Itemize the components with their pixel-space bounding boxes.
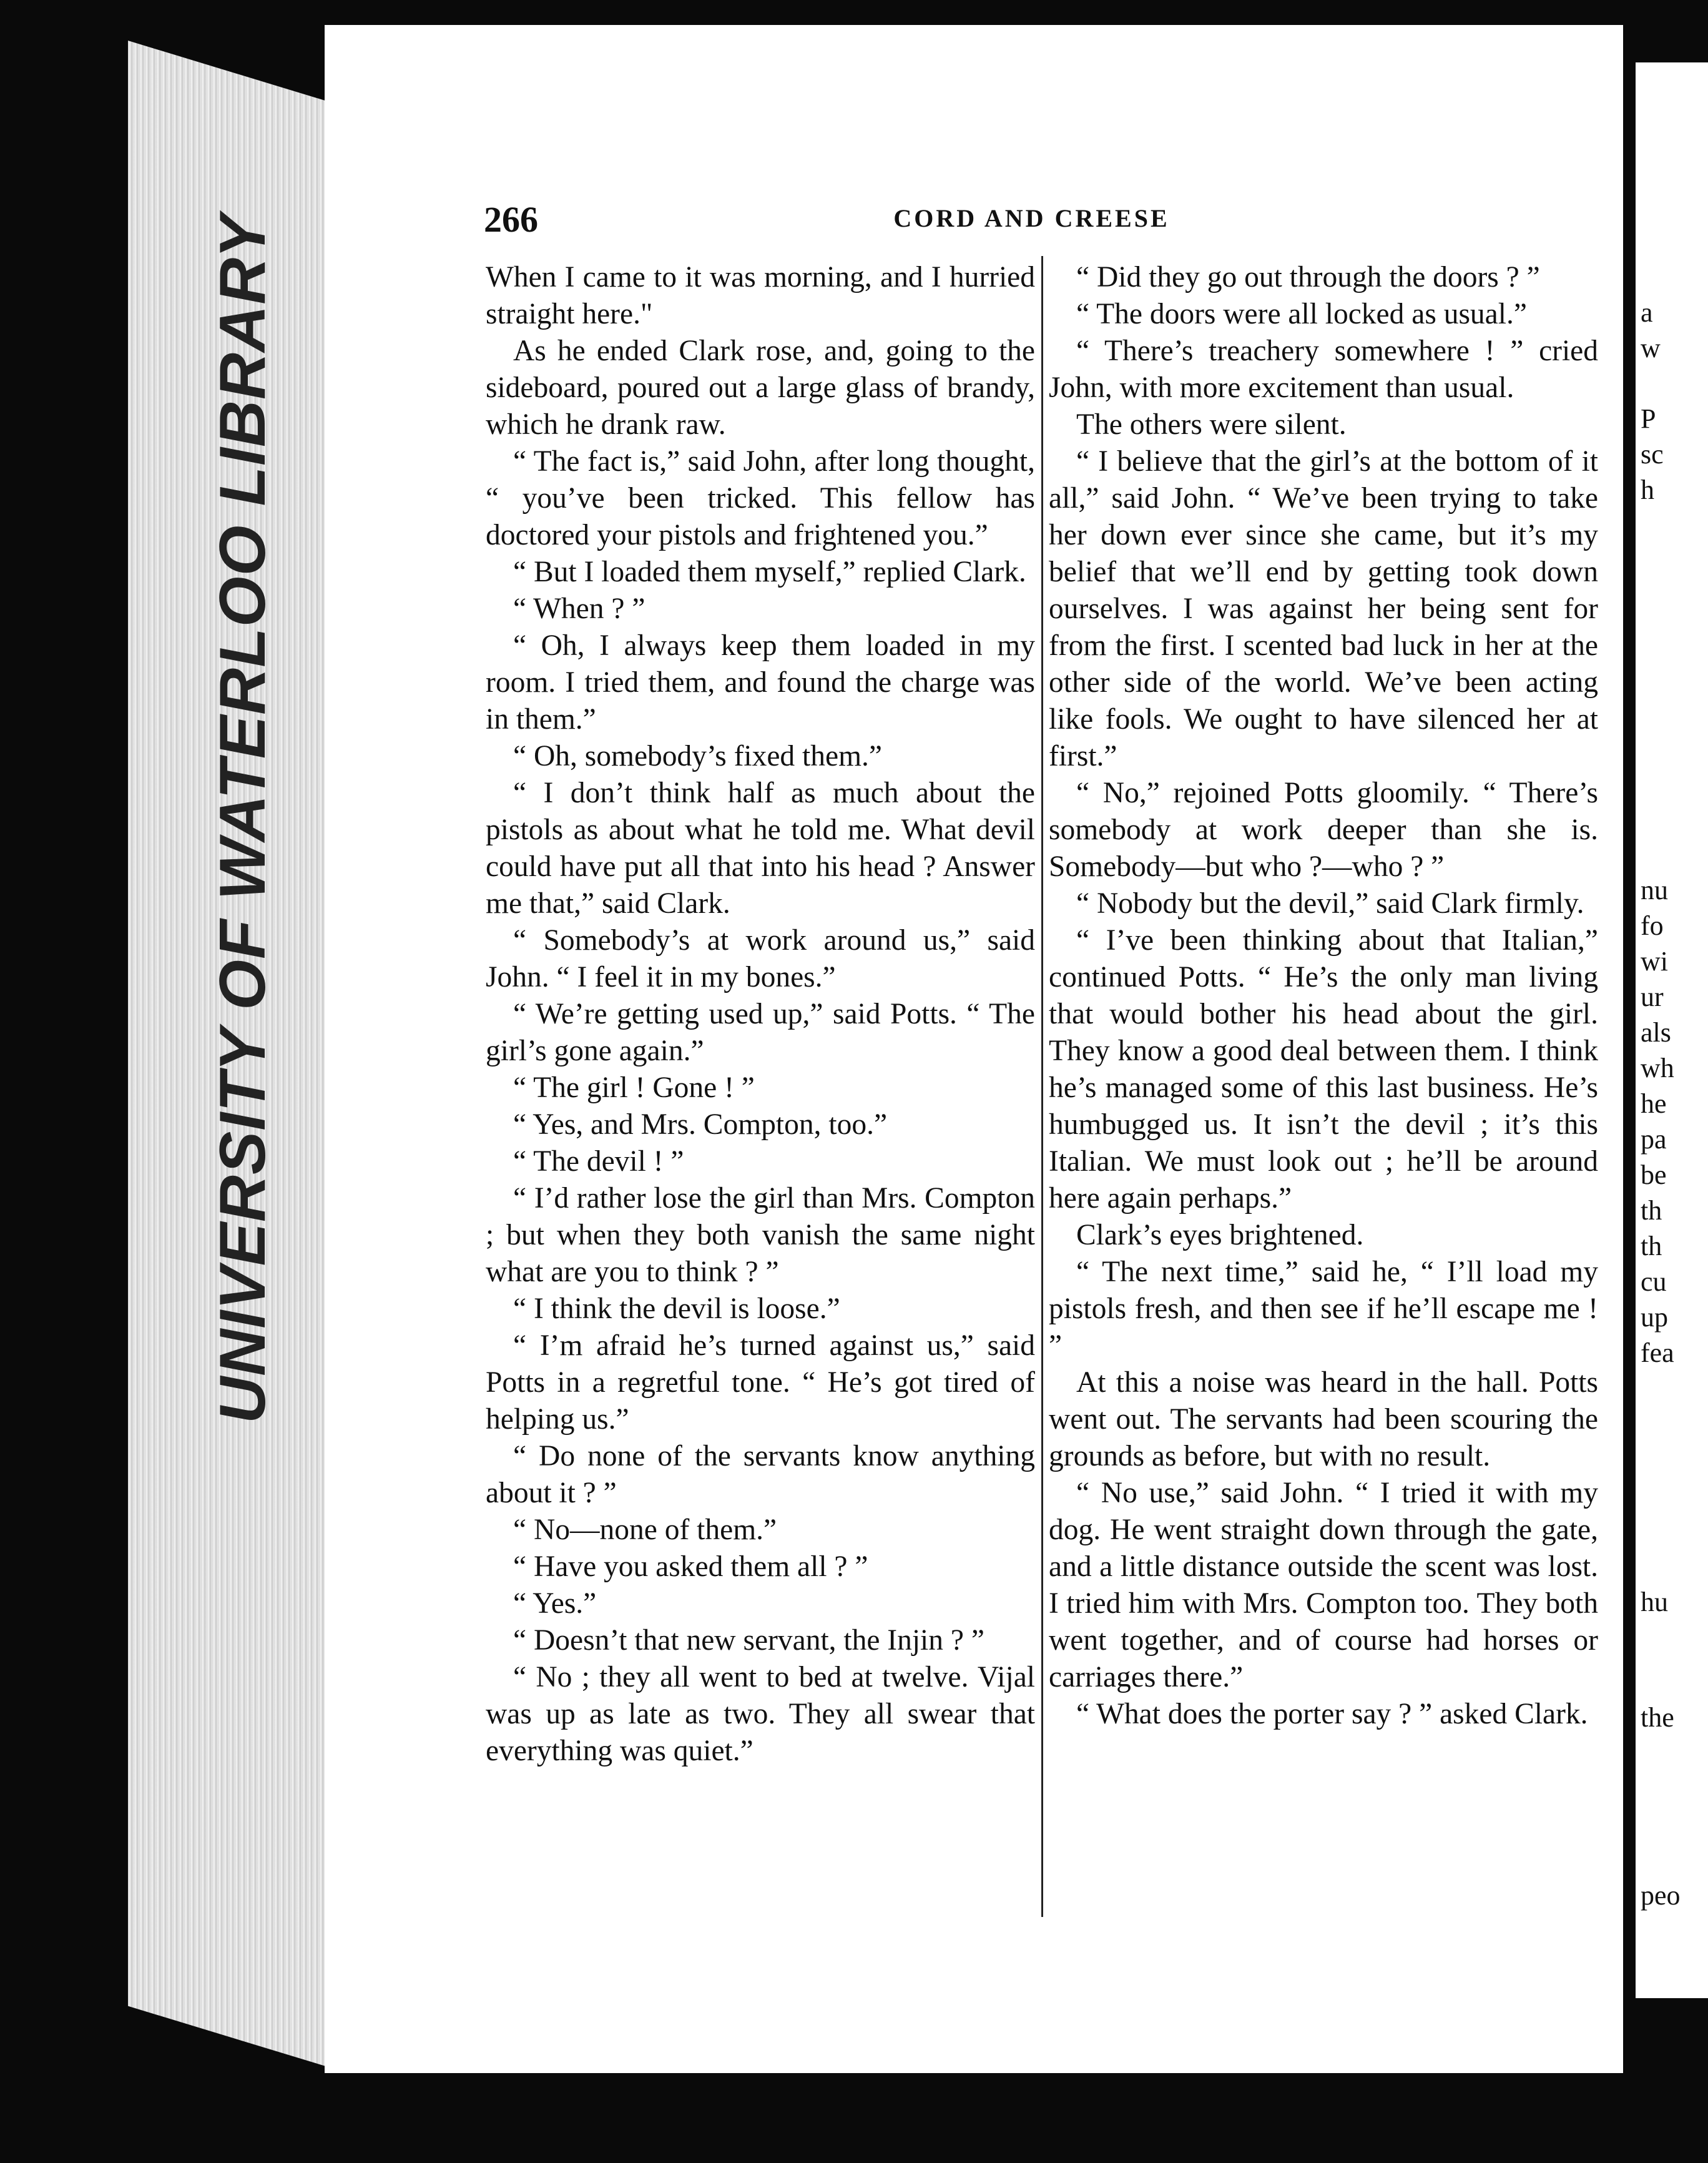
paragraph: “ We’re getting used up,” said Potts. “ The girl’s gone again.” (486, 998, 1035, 1067)
paragraph: “ The fact is,” said John, after long thought, “ you’ve been tricked. This fellow has doctored your pistols and frightened you.” (486, 445, 1035, 551)
adjacent-fragment: peo (1641, 1880, 1681, 1911)
paragraph: “ Do none of the servants know anything about it ? ” (486, 1440, 1035, 1509)
paragraph: “ Yes.” (513, 1587, 597, 1620)
page-number: 266 (484, 199, 538, 240)
running-head: CORD AND CREESE (893, 204, 1170, 232)
paragraph: “ I’ve been thinking about that Italian,” continued Potts. “ He’s the only man living that would bother his head about the girl. They know a good deal between them. I think he’s managed some of this last business. He’s humbugged us. It isn’t the devil ; it’s this Italian. We must look out ; he’ll be around here again perhaps.” (1049, 924, 1598, 1215)
adjacent-fragment: th (1641, 1195, 1662, 1226)
paragraph: “ No ; they all went to bed at twelve. Vijal was up as late as two. They all swear that everything was quiet.” (486, 1661, 1035, 1767)
left-column (486, 259, 1035, 1770)
adjacent-fragment: h (1641, 475, 1654, 505)
paragraph: Clark’s eyes brightened. (1076, 1219, 1364, 1251)
adjacent-page (1636, 62, 1708, 1998)
adjacent-fragment: ur (1641, 982, 1664, 1012)
adjacent-fragment: als (1641, 1017, 1671, 1048)
paragraph: “ I don’t think half as much about the pistols as about what he told me. What devil could have put all that into his head ? Answer me that,” said Clark. (486, 777, 1035, 920)
adjacent-fragment: P (1641, 403, 1656, 434)
paragraph: “ I’d rather lose the girl than Mrs. Compton ; but when they both vanish the same night what are you to think ? ” (486, 1182, 1035, 1288)
paragraph: “ No use,” said John. “ I tried it with my dog. He went straight down through the gate, and a little distance outside the scent was lost. I tried him with Mrs. Compton too. They both went together, and of course had horses or carriages there.” (1049, 1477, 1598, 1693)
adjacent-fragment: fea (1641, 1338, 1674, 1368)
paragraph: “ Have you asked them all ? ” (513, 1550, 868, 1583)
adjacent-fragment: be (1641, 1160, 1667, 1190)
paragraph: “ Somebody’s at work around us,” said John. “ I feel it in my bones.” (486, 924, 1035, 993)
paragraph: “ Doesn’t that new servant, the Injin ? ” (513, 1624, 984, 1657)
adjacent-fragment: sc (1641, 439, 1664, 470)
adjacent-fragment: w (1641, 333, 1661, 363)
adjacent-fragment: wh (1641, 1053, 1674, 1083)
paragraph: “ Oh, somebody’s fixed them.” (513, 740, 882, 772)
adjacent-fragment: cu (1641, 1266, 1667, 1297)
paragraph: “ The next time,” said he, “ I’ll load my pistols fresh, and then see if he’ll escape me ! ” (1049, 1256, 1598, 1362)
adjacent-fragment: fo (1641, 910, 1664, 941)
adjacent-fragment: pa (1641, 1124, 1667, 1155)
right-column (1049, 259, 1598, 1733)
paragraph: “ No—none of them.” (513, 1514, 777, 1546)
adjacent-fragment: the (1641, 1702, 1674, 1733)
paragraph: “ The girl ! Gone ! ” (513, 1072, 755, 1104)
paragraph: “ Oh, I always keep them loaded in my room. I tried them, and found the charge was in them.” (486, 629, 1035, 736)
paragraph: “ There’s treachery somewhere ! ” cried John, with more excitement than usual. (1049, 335, 1598, 404)
paragraph: At this a noise was heard in the hall. Potts went out. The servants had been scouring the grounds as before, but with no result. (1049, 1366, 1598, 1472)
paragraph: “ But I loaded them myself,” replied Clark. (513, 556, 1026, 588)
adjacent-fragment: hu (1641, 1587, 1668, 1617)
paragraph: “ What does the porter say ? ” asked Clark. (1076, 1698, 1588, 1730)
paragraph: “ No,” rejoined Potts gloomily. “ There’s somebody at work deeper than she is. Somebody—but who ?—who ? ” (1049, 777, 1598, 883)
paragraph: As he ended Clark rose, and, going to the sideboard, poured out a large glass of brandy, which he drank raw. (486, 335, 1035, 441)
library-stamp: UNIVERSITY OF WATERLOO LIBRARY (207, 214, 279, 1424)
adjacent-fragment: nu (1641, 875, 1668, 905)
paragraph: When I came to it was morning, and I hurried straight here." (486, 261, 1035, 330)
paragraph: “ When ? ” (513, 593, 645, 625)
paragraph: “ Yes, and Mrs. Compton, too.” (513, 1108, 888, 1141)
paragraph: “ Did they go out through the doors ? ” (1076, 261, 1540, 293)
column-rule (1041, 256, 1043, 1917)
adjacent-fragment: wi (1641, 946, 1668, 977)
paragraph: The others were silent. (1076, 408, 1347, 441)
paragraph: “ I believe that the girl’s at the bottom of it all,” said John. “ We’ve been trying to take her down ever since she came, but it’s my belief that we’ll end by getting took down ourselves. I was against her being sent for from the first. I scented bad luck in her at the other side of the world. We’ve been acting like fools. We ought to have silenced her at first.” (1049, 445, 1598, 772)
paragraph: “ I’m afraid he’s turned against us,” said Potts in a regretful tone. “ He’s got tired of helping us.” (486, 1329, 1035, 1436)
paragraph: “ The doors were all locked as usual.” (1076, 298, 1527, 330)
adjacent-fragment: he (1641, 1088, 1667, 1119)
paragraph: “ The devil ! ” (513, 1145, 684, 1178)
paragraph: “ Nobody but the devil,” said Clark firmly. (1076, 887, 1584, 920)
adjacent-fragment: th (1641, 1231, 1662, 1261)
page-header (484, 199, 1579, 242)
paragraph: “ I think the devil is loose.” (513, 1293, 840, 1325)
adjacent-fragment: up (1641, 1302, 1668, 1333)
adjacent-fragment: a (1641, 297, 1653, 328)
